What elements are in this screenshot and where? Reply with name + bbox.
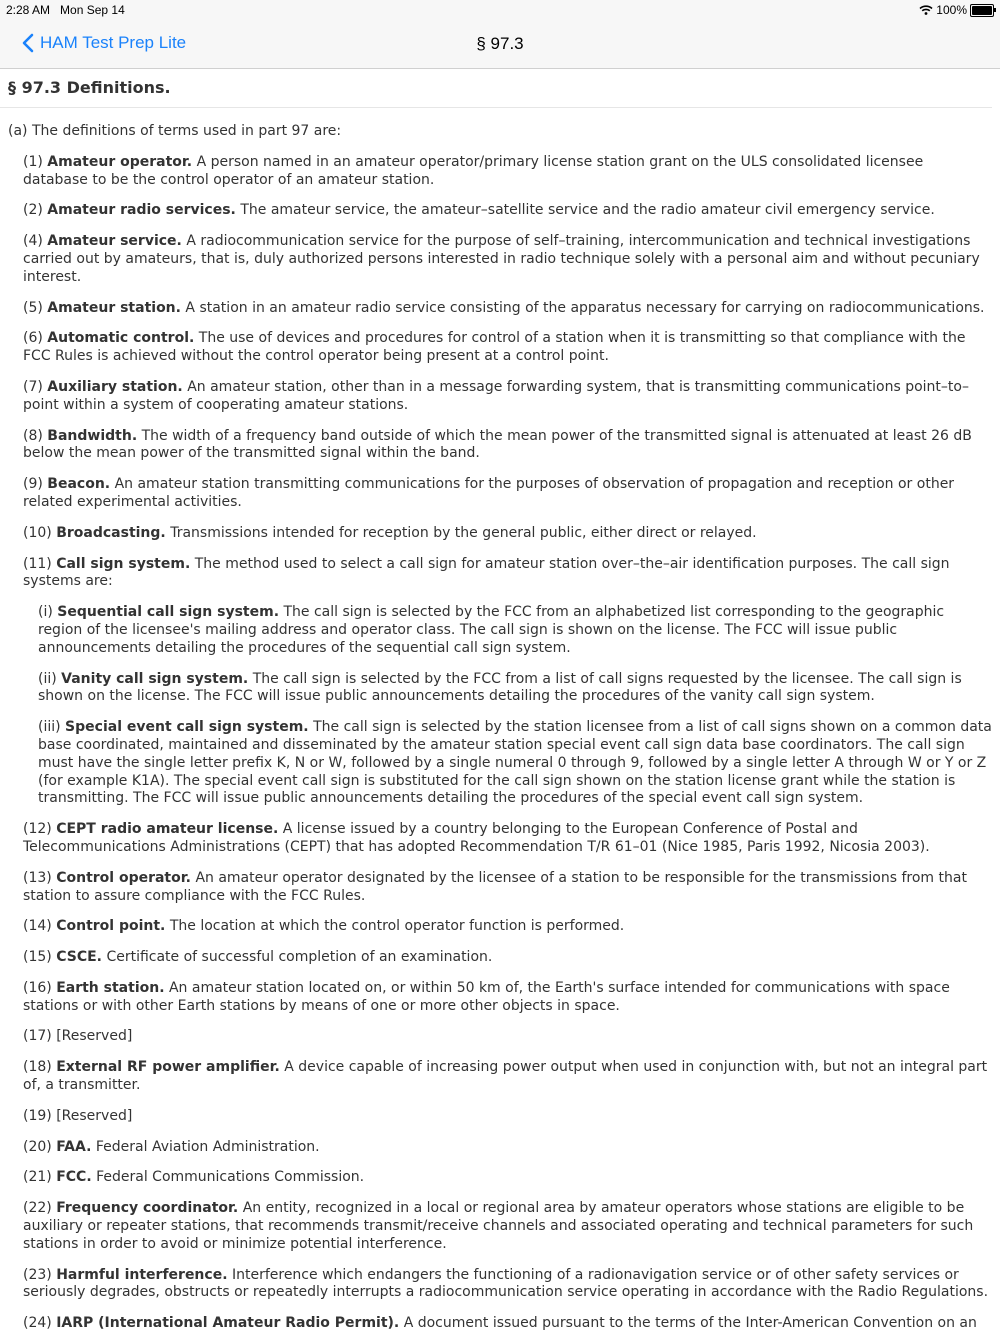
document-content[interactable] <box>0 69 1000 1334</box>
definition-item <box>0 428 992 464</box>
definition-item <box>0 1028 992 1046</box>
definition-term: Amateur service. <box>47 233 182 250</box>
definition-item <box>0 671 992 707</box>
definition-item <box>0 1059 992 1095</box>
definition-term: IARP (International Amateur Radio Permit). <box>56 1315 400 1332</box>
section-heading: § 97.3 Definitions. <box>0 69 992 108</box>
definition-text: [Reserved] <box>56 1107 133 1124</box>
definition-term: Broadcasting. <box>56 524 166 541</box>
definition-text: The location at which the control operator function is performed. <box>169 918 625 935</box>
definition-number: (22) <box>23 1200 52 1217</box>
definition-item <box>0 821 992 857</box>
definition-item <box>0 1267 992 1303</box>
definition-text: The method used to select a call sign for amateur station over–the–air identification purposes. The call sign systems are: <box>23 555 950 590</box>
definition-text: A document issued pursuant to the terms of the Inter-American Convention on an <box>403 1315 977 1332</box>
definition-term: CSCE. <box>56 949 102 966</box>
definition-text: A station in an amateur radio service consisting of the apparatus necessary for carrying on radiocommunications. <box>185 299 985 316</box>
definition-term: Automatic control. <box>47 330 195 347</box>
status-date: Mon Sep 14 <box>60 3 125 17</box>
definition-term: External RF power amplifier. <box>56 1059 280 1076</box>
definition-item <box>0 525 992 543</box>
definition-text: The use of devices and procedures for control of a station when it is transmitting so that compliance with the FCC Rules is achieved without the control operator being present at a control point. <box>23 330 966 365</box>
definition-text: Interference which endangers the functioning of a radionavigation service or of other safety services or seriously degrades, obstructs or repeatedly interrupts a radiocommunication service operating in accordance with the Radio Regulations. <box>23 1266 989 1301</box>
definition-item <box>0 1139 992 1157</box>
definition-text: An amateur station located on, or within 50 km of, the Earth's surface intended for communications with space stations or with other Earth stations by means of one or more other objects in space. <box>23 979 950 1014</box>
definition-text: The call sign is selected by the FCC from an alphabetized list corresponding to the geographic region of the licensee's mailing address and operator class. The call sign is shown on the license. The FCC will issue public announcements detailing the procedures of the sequential call sign system. <box>38 604 945 656</box>
definition-number: (11) <box>23 555 52 572</box>
definition-number: (ii) <box>38 670 57 687</box>
definition-term: Frequency coordinator. <box>56 1200 239 1217</box>
definition-number: (1) <box>23 153 43 170</box>
status-bar-left <box>6 3 135 17</box>
definition-text: The call sign is selected by the FCC from a list of call signs requested by the licensee. The call sign is shown on the license. The FCC will issue public announcements detailing the procedures of the vanity call sign system. <box>38 670 962 705</box>
definition-number: (21) <box>23 1169 52 1186</box>
definition-number: (12) <box>23 821 52 838</box>
definition-item <box>0 949 992 967</box>
definition-term: Call sign system. <box>56 555 191 572</box>
definition-item <box>0 330 992 366</box>
definition-term: Control operator. <box>56 869 191 886</box>
definition-item <box>0 1169 992 1187</box>
definition-item <box>0 1315 992 1333</box>
definition-number: (15) <box>23 949 52 966</box>
definition-term: Vanity call sign system. <box>61 670 249 687</box>
definition-number: (20) <box>23 1138 52 1155</box>
definition-text: An amateur station transmitting communications for the purposes of observation of propagation and reception or other related experimental activities. <box>23 476 955 510</box>
definition-number: (8) <box>23 427 43 444</box>
definition-item <box>0 918 992 936</box>
definition-item <box>0 233 992 286</box>
definition-text: The amateur service, the amateur–satellite service and the radio amateur civil emergency service. <box>240 202 935 219</box>
status-bar-right <box>919 3 994 17</box>
definition-item <box>0 300 992 318</box>
definition-term: Amateur station. <box>47 299 181 316</box>
definition-term: Sequential call sign system. <box>57 604 280 621</box>
definition-text: Transmissions intended for reception by the general public, either direct or relayed. <box>170 524 757 541</box>
definition-item <box>0 870 992 906</box>
definitions-list <box>0 154 1000 1333</box>
definition-term: Amateur operator. <box>47 153 193 170</box>
definition-number: (4) <box>23 233 43 250</box>
definition-item <box>0 980 992 1016</box>
definition-number: (13) <box>23 869 52 886</box>
top-bar <box>0 0 1000 69</box>
definition-number: (iii) <box>38 719 61 736</box>
definition-text: A radiocommunication service for the purpose of self–training, intercommunication and technical investigations carried out by amateurs, that is, duly authorized persons interested in radio technique solely with a personal aim and without pecuniary interest. <box>23 233 980 285</box>
definition-item <box>0 202 992 220</box>
battery-icon <box>970 4 994 17</box>
definition-number: (2) <box>23 202 43 219</box>
definition-text: [Reserved] <box>56 1028 133 1045</box>
definition-number: (7) <box>23 378 43 395</box>
definition-text: Federal Aviation Administration. <box>95 1138 320 1155</box>
definition-number: (5) <box>23 299 43 316</box>
definition-number: (i) <box>38 604 53 621</box>
nav-title: § 97.3 <box>476 34 524 53</box>
definition-number: (14) <box>23 918 52 935</box>
definition-term: Auxiliary station. <box>47 378 183 395</box>
definition-text: Certificate of successful completion of an examination. <box>106 949 493 966</box>
definition-item <box>0 1108 992 1126</box>
definition-text: Federal Communications Commission. <box>96 1169 365 1186</box>
definition-number: (17) <box>23 1028 52 1045</box>
back-button-label: HAM Test Prep Lite <box>40 33 187 52</box>
definition-term: Amateur radio services. <box>47 202 236 219</box>
wifi-icon <box>919 5 933 15</box>
definition-term: Special event call sign system. <box>65 719 309 736</box>
definition-number: (6) <box>23 330 43 347</box>
definition-number: (16) <box>23 979 52 996</box>
definition-text: A person named in an amateur operator/primary license station grant on the ULS consolidated licensee database to be the control operator of an amateur station. <box>23 153 924 188</box>
definition-text: An amateur station, other than in a message forwarding system, that is transmitting communications point–to–point within a system of cooperating amateur stations. <box>23 378 969 413</box>
definition-number: (10) <box>23 524 52 541</box>
definition-text: An amateur operator designated by the licensee of a station to be responsible for the transmissions from that station to assure compliance with the FCC Rules. <box>23 869 967 904</box>
definition-term: Earth station. <box>56 979 165 996</box>
status-time: 2:28 AM <box>6 3 51 17</box>
definition-number: (23) <box>23 1266 52 1283</box>
definition-text: An entity, recognized in a local or regional area by amateur operators whose stations are eligible to be auxiliary or repeater stations, that recommends transmit/receive channels and associated operating and technical parameters for such stations in order to avoid or minimize potential interference. <box>23 1200 974 1252</box>
definition-number: (9) <box>23 476 43 493</box>
definition-term: Control point. <box>56 918 166 935</box>
definition-item <box>0 1200 992 1253</box>
definition-text: The width of a frequency band outside of which the mean power of the transmitted signal is attenuated at least 26 dB below the mean power of the transmitted signal within the band. <box>23 427 972 462</box>
definition-number: (19) <box>23 1107 52 1124</box>
definition-term: Beacon. <box>47 476 111 493</box>
definition-item <box>0 719 992 808</box>
definition-number: (24) <box>23 1315 52 1332</box>
intro-paragraph: (a) The definitions of terms used in part 97 are: <box>8 123 342 139</box>
definition-text: The call sign is selected by the station licensee from a list of call signs shown on a common data base coordinated, maintained and disseminated by the amateur station special event call sign data base coordinators. The call sign must have the single letter prefix K, N or W, followed by a single numeral 0 through 9, followed by a single letter A through W or Y or Z (for example K1A). The special event call sign is substituted for the call sign shown on the station license grant while the station is transmitting. The FCC will issue public announcements detailing the procedures of the special event call sign system. <box>38 719 992 807</box>
definition-item <box>0 476 992 512</box>
definition-term: Bandwidth. <box>47 427 138 444</box>
definition-item <box>0 379 992 415</box>
definition-item <box>0 604 992 657</box>
definition-term: Harmful interference. <box>56 1266 228 1283</box>
definition-term: FCC. <box>56 1169 92 1186</box>
battery-percent: 100% <box>936 3 967 17</box>
definition-term: FAA. <box>56 1138 92 1155</box>
definition-term: CEPT radio amateur license. <box>56 821 279 838</box>
definition-text: A device capable of increasing power output when used in conjunction with, but not an integral part of, a transmitter. <box>23 1059 988 1094</box>
definition-item <box>0 154 992 190</box>
definition-text: A license issued by a country belonging to the European Conference of Postal and Telecommunications Administrations (CEPT) that has adopted Recommendation T/R 61–01 (Nice 1985, Paris 1992, Nicosia 2003). <box>23 821 930 855</box>
definition-number: (18) <box>23 1059 52 1076</box>
definition-item <box>0 556 992 592</box>
